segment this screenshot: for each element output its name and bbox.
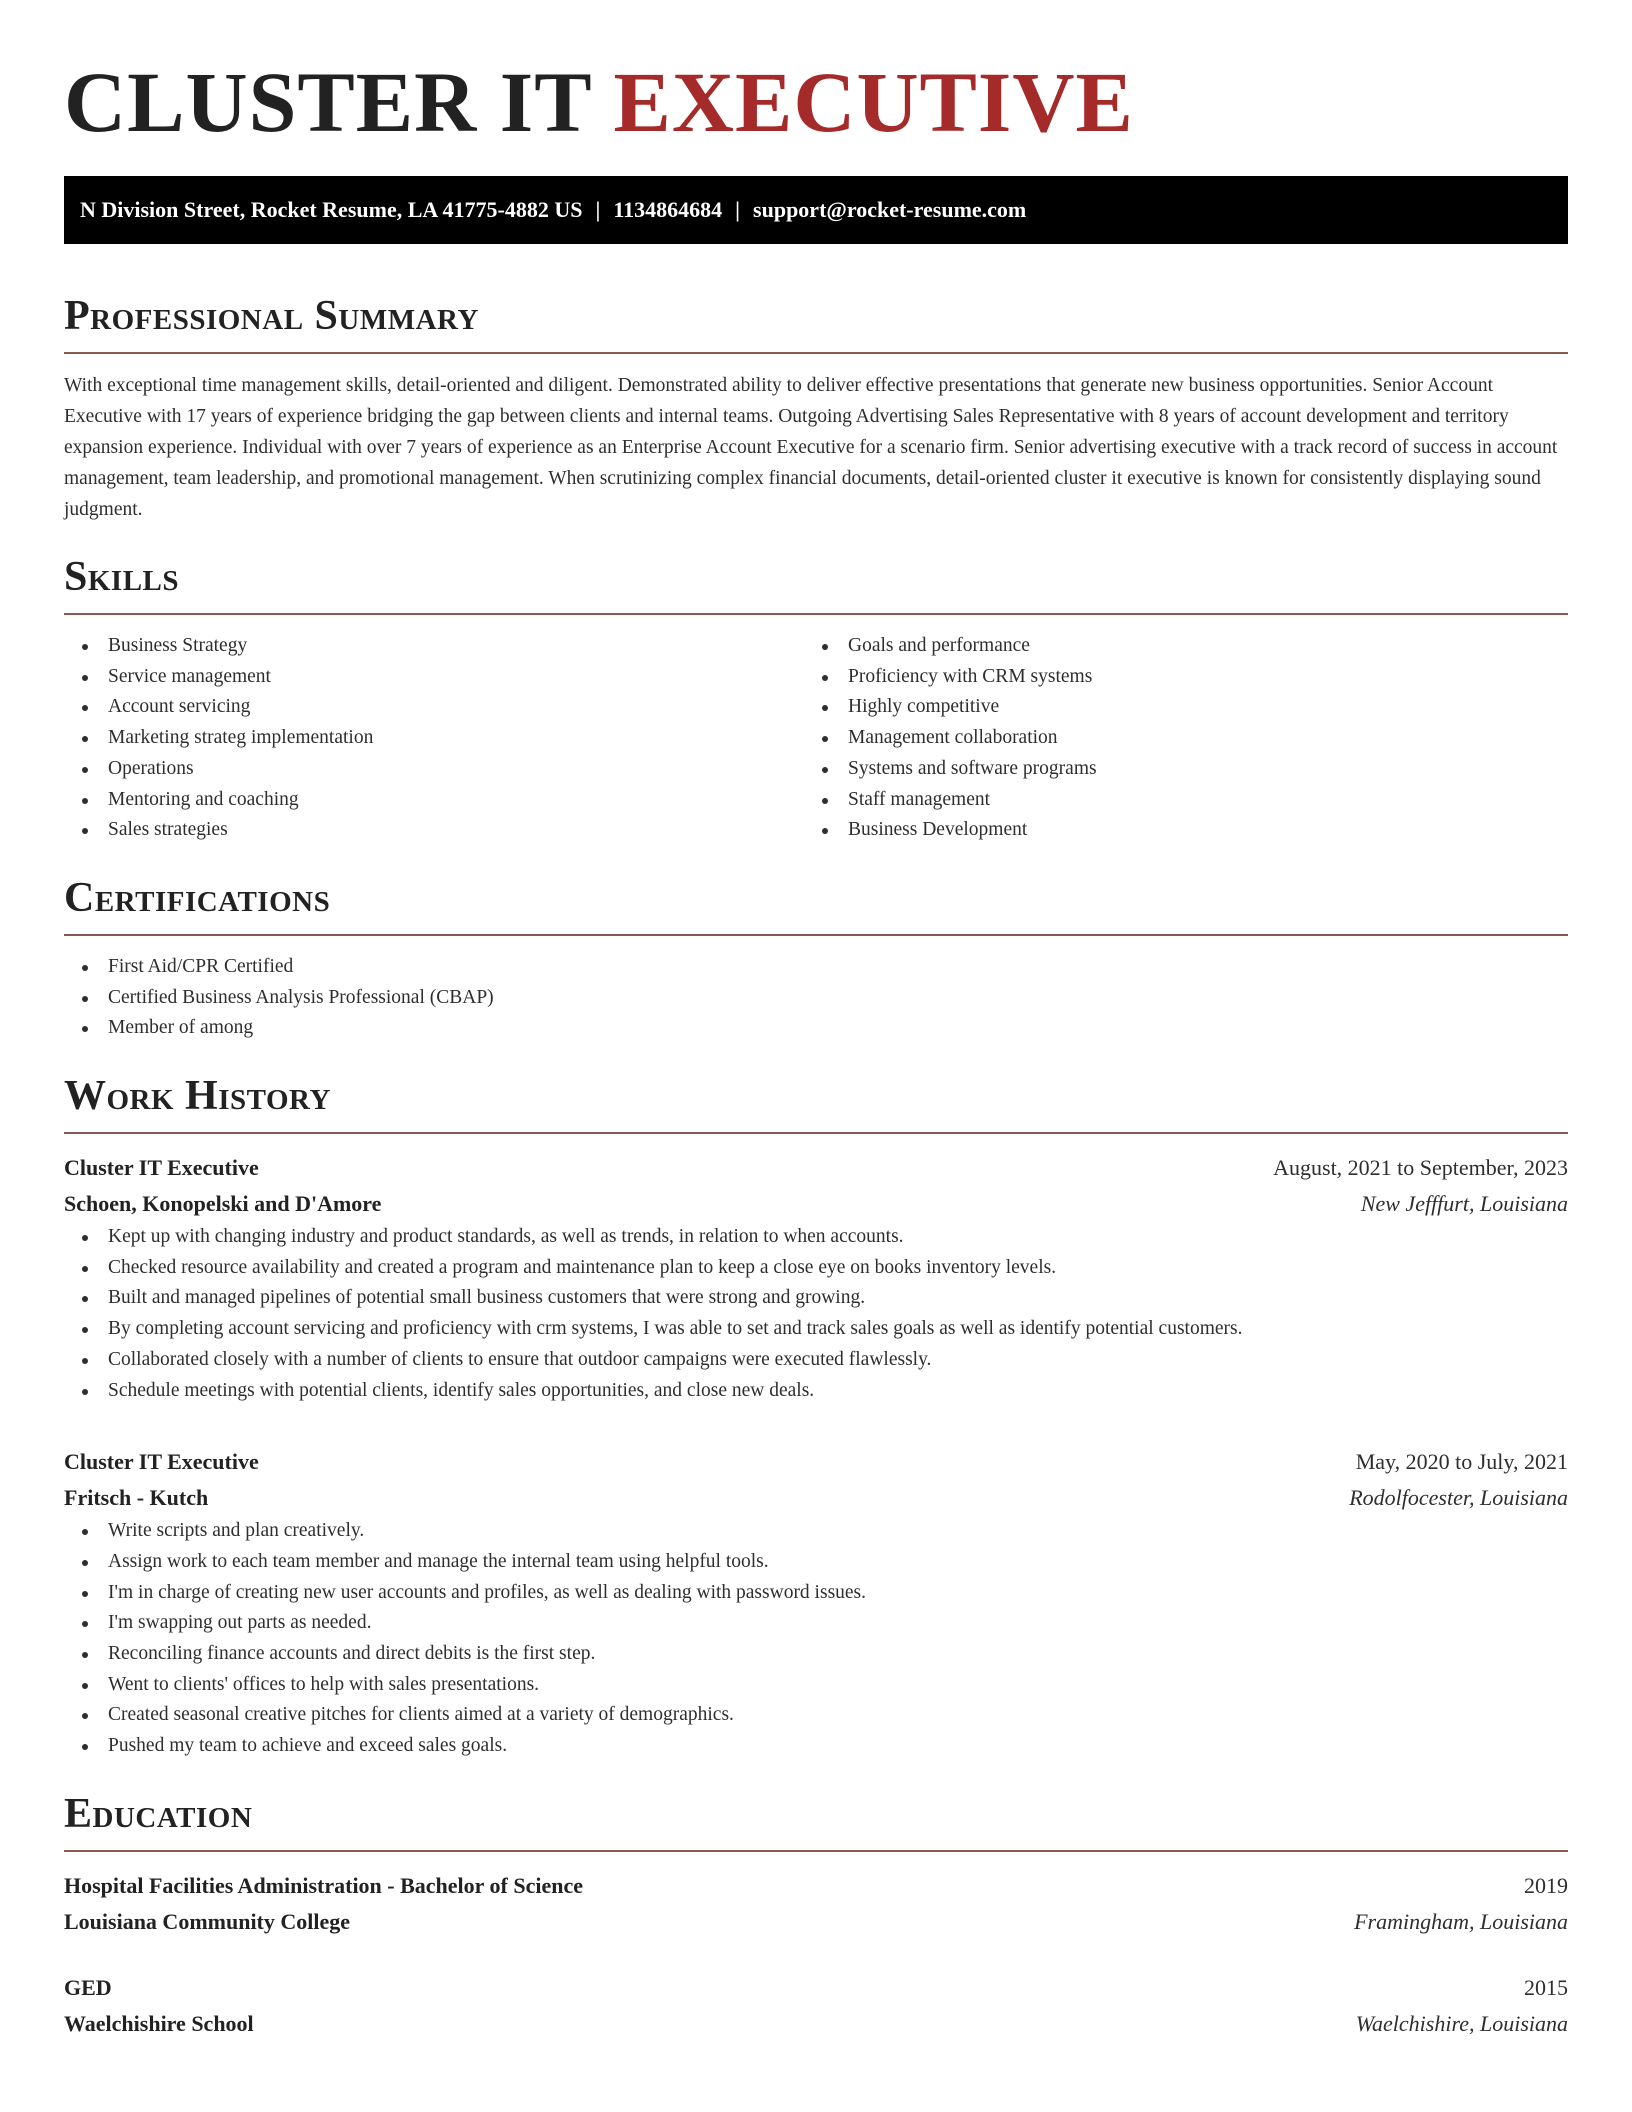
job-duty: Built and managed pipelines of potential small business customers that were strong and growing. (64, 1283, 1568, 1314)
job-entry (64, 1444, 1568, 1762)
contact-separator: | (735, 197, 741, 222)
education-entry (64, 1970, 1568, 2042)
work-history-title: Work History (64, 1073, 331, 1120)
education-year: 2019 (1524, 1872, 1568, 1898)
skill-item: Operations (64, 754, 804, 785)
contact-address: N Division Street, Rocket Resume, LA 41775-4882 US (80, 197, 583, 222)
job-duty: Collaborated closely with a number of clients to ensure that outdoor campaigns were executed flawlessly. (64, 1345, 1568, 1376)
contact-email: support@rocket-resume.com (753, 197, 1027, 222)
skill-item: Proficiency with CRM systems (804, 662, 1544, 693)
job-duty: Assign work to each team member and manage the internal team using helpful tools. (64, 1547, 1568, 1578)
job-duty: By completing account servicing and proficiency with crm systems, I was able to set and track sales goals as well as identify potential customers. (64, 1314, 1568, 1345)
section-divider (64, 613, 1568, 615)
job-duties-list (64, 1516, 1568, 1762)
job-duty: Write scripts and plan creatively. (64, 1516, 1568, 1547)
resume-name (64, 0, 1568, 152)
skill-item: Service management (64, 662, 804, 693)
job-role: Cluster IT Executive (64, 1155, 259, 1181)
job-duty: Kept up with changing industry and product standards, as well as trends, in relation to when accounts. (64, 1222, 1568, 1253)
education-entry (64, 1868, 1568, 1940)
summary-section (64, 288, 1568, 525)
job-company: Fritsch - Kutch (64, 1485, 209, 1511)
certification-item: Member of among (64, 1013, 1568, 1044)
skill-item: Goals and performance (804, 631, 1544, 662)
education-header-row (64, 1970, 1568, 2006)
skill-item: Management collaboration (804, 723, 1544, 754)
work-history-section (64, 1068, 1568, 1762)
skill-item: Account servicing (64, 692, 804, 723)
certification-item: Certified Business Analysis Professional (CBAP) (64, 983, 1568, 1014)
skill-item: Staff management (804, 785, 1544, 816)
summary-title: Professional Summary (64, 293, 479, 339)
skills-grid (64, 631, 1568, 846)
job-header-row (64, 1150, 1568, 1186)
job-duty: Schedule meetings with potential clients, identify sales opportunities, and close new deals. (64, 1376, 1568, 1407)
job-entry (64, 1150, 1568, 1406)
certification-item: First Aid/CPR Certified (64, 952, 1568, 983)
education-degree: Hospital Facilities Administration - Bachelor of Science (64, 1872, 583, 1898)
education-location: Waelchishire, Louisiana (1355, 2010, 1568, 2036)
skill-item: Sales strategies (64, 815, 804, 846)
education-school: Louisiana Community College (64, 1908, 351, 1934)
skill-item: Highly competitive (804, 692, 1544, 723)
skill-item: Marketing strateg implementation (64, 723, 804, 754)
job-location: Rodolfocester, Louisiana (1349, 1485, 1568, 1511)
job-company-row (64, 1186, 1568, 1222)
skill-item: Mentoring and coaching (64, 785, 804, 816)
job-duty: I'm swapping out parts as needed. (64, 1608, 1568, 1639)
summary-text: With exceptional time management skills, detail-oriented and diligent. Demonstrated ability to deliver effective presentations that generate new business opportunities. Senior Account Executive with 17 years of experience bridging the gap between clients and internal teams. Outgoing Advertising Sales Representative with 8 years of account development and territory expansion experience. Individual with over 7 years of experience as an Enterprise Account Executive for a scenario firm. Senior advertising executive with a track record of success in account management, team leadership, and promotional management. When scrutinizing complex financial documents, detail-oriented cluster it executive is known for consistently displaying sound judgment. (64, 375, 1558, 520)
job-company-row (64, 1480, 1568, 1516)
section-divider (64, 352, 1568, 354)
education-school-row (64, 1904, 1568, 1940)
skills-list-left (64, 631, 804, 846)
education-year: 2015 (1524, 1974, 1568, 2000)
resume-page (64, 0, 1568, 2042)
skill-item: Business Development (804, 815, 1544, 846)
skills-title: Skills (64, 554, 180, 600)
name-first: CLUSTER IT (64, 54, 592, 150)
skill-item: Business Strategy (64, 631, 804, 662)
skills-section (64, 549, 1568, 846)
section-divider (64, 934, 1568, 936)
job-location: New Jefffurt, Louisiana (1360, 1191, 1568, 1217)
job-duty: Went to clients' offices to help with sales presentations. (64, 1670, 1568, 1701)
job-company: Schoen, Konopelski and D'Amore (64, 1191, 382, 1217)
job-dates: May, 2020 to July, 2021 (1355, 1449, 1568, 1475)
education-location: Framingham, Louisiana (1354, 1908, 1568, 1934)
contact-separator: | (595, 197, 601, 222)
education-degree: GED (64, 1974, 112, 2000)
job-header-row (64, 1444, 1568, 1480)
section-divider (64, 1850, 1568, 1852)
contact-phone: 1134864684 (613, 197, 723, 222)
education-section (64, 1786, 1568, 2042)
name-second: EXECUTIVE (613, 54, 1134, 150)
job-duty: I'm in charge of creating new user accounts and profiles, as well as dealing with password issues. (64, 1578, 1568, 1609)
job-duty: Checked resource availability and created a program and maintenance plan to keep a close eye on books inventory levels. (64, 1253, 1568, 1284)
education-title: Education (64, 1790, 253, 1837)
job-dates: August, 2021 to September, 2023 (1273, 1155, 1568, 1181)
education-school-row (64, 2006, 1568, 2042)
education-header-row (64, 1868, 1568, 1904)
education-school: Waelchishire School (64, 2010, 254, 2036)
skill-item: Systems and software programs (804, 754, 1544, 785)
job-role: Cluster IT Executive (64, 1449, 259, 1475)
skills-list-right (804, 631, 1544, 846)
job-duty: Pushed my team to achieve and exceed sales goals. (64, 1731, 1568, 1762)
job-duties-list (64, 1222, 1568, 1406)
certifications-title: Certifications (64, 874, 331, 921)
job-duty: Created seasonal creative pitches for clients aimed at a variety of demographics. (64, 1700, 1568, 1731)
section-divider (64, 1132, 1568, 1134)
certifications-section (64, 870, 1568, 1044)
contact-bar (64, 176, 1568, 244)
certifications-list (64, 952, 1568, 1044)
job-duty: Reconciling finance accounts and direct debits is the first step. (64, 1639, 1568, 1670)
